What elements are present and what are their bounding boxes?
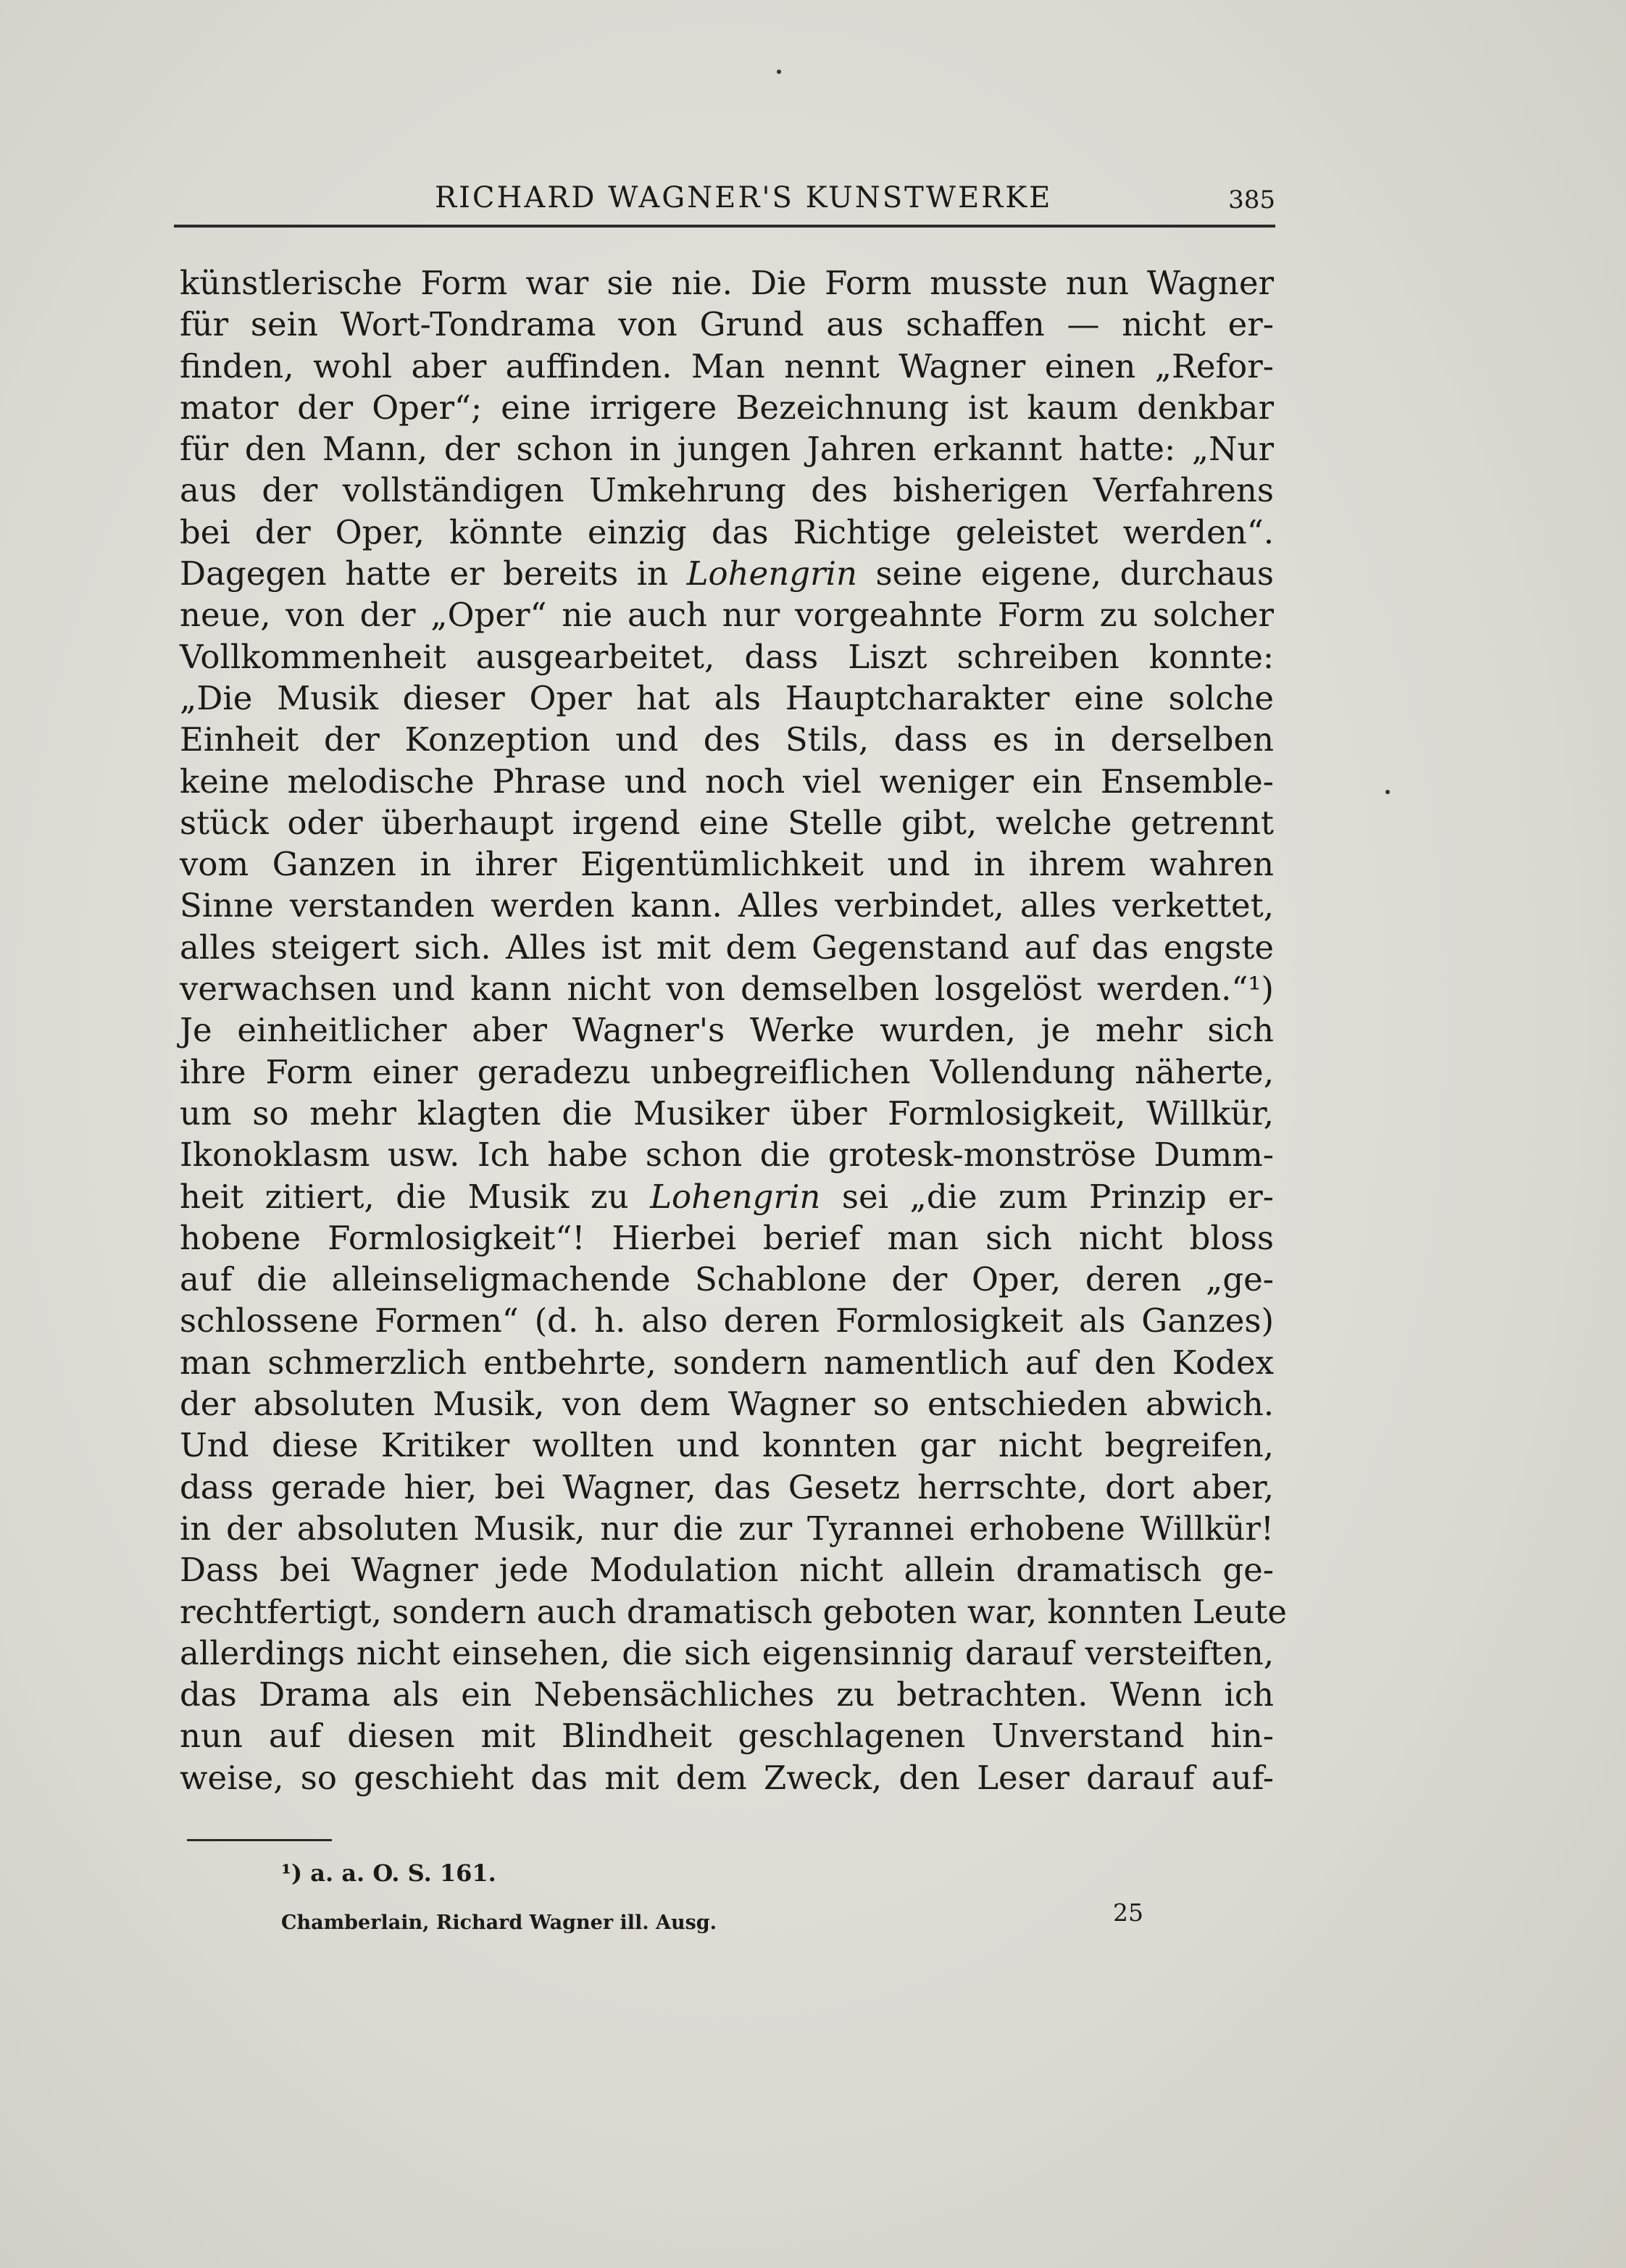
text-line: verwachsen und kann nicht von demselben losgelöst werden.“¹) bbox=[180, 970, 1274, 1009]
text-line: stück oder überhaupt irgend eine Stelle gibt, welche getrennt bbox=[180, 803, 1274, 842]
text-line: Je einheitlicher aber Wagner's Werke wurden, je mehr sich bbox=[180, 1011, 1274, 1050]
text-line: rechtfertigt, sondern auch dramatisch geboten war, konnten Leute bbox=[180, 1592, 1287, 1631]
ink-speck bbox=[777, 70, 781, 74]
page-number: 385 bbox=[1228, 185, 1275, 214]
running-head bbox=[174, 174, 1275, 228]
text-line: dass gerade hier, bei Wagner, das Gesetz herrschte, dort aber, bbox=[180, 1467, 1274, 1506]
text-line: ihre Form einer geradezu unbegreiflichen Vollendung näherte, bbox=[180, 1052, 1274, 1091]
text-line: neue, von der „Oper“ nie auch nur vorgeahnte Form zu solcher bbox=[180, 596, 1274, 635]
text-line: bei der Oper, könnte einzig das Richtige geleistet werden“. bbox=[180, 512, 1274, 551]
text-line: Einheit der Konzeption und des Stils, dass es in derselben bbox=[180, 720, 1274, 759]
text-line: für den Mann, der schon in jungen Jahren erkannt hatte: „Nur bbox=[180, 430, 1274, 469]
text-line: alles steigert sich. Alles ist mit dem Gegenstand auf das engste bbox=[180, 927, 1274, 967]
text-line: finden, wohl aber auffinden. Man nennt Wagner einen „Refor- bbox=[180, 346, 1274, 385]
text-line: Dagegen hatte er bereits in Lohengrin seine eigene, durchaus bbox=[180, 554, 1275, 593]
text-line: Sinne verstanden werden kann. Alles verbindet, alles verkettet, bbox=[180, 886, 1274, 925]
text-line: Vollkommenheit ausgearbeitet, dass Liszt schreiben konnte: bbox=[180, 637, 1274, 676]
running-title: RICHARD WAGNER'S KUNSTWERKE bbox=[435, 181, 1053, 214]
text-line: man schmerzlich entbehrte, sondern namentlich auf den Kodex bbox=[180, 1343, 1274, 1382]
text-line: heit zitiert, die Musik zu Lohengrin sei „die zum Prinzip er- bbox=[180, 1177, 1274, 1216]
footnote-rule bbox=[187, 1839, 332, 1841]
text-line: Und diese Kritiker wollten und konnten gar nicht begreifen, bbox=[180, 1426, 1274, 1465]
printer-imprint: Chamberlain, Richard Wagner ill. Ausg. bbox=[281, 1911, 717, 1934]
text-line: der absoluten Musik, von dem Wagner so entschieden abwich. bbox=[180, 1385, 1274, 1424]
text-line: in der absoluten Musik, nur die zur Tyrannei erhobene Willkür! bbox=[180, 1509, 1274, 1548]
text-line: Ikonoklasm usw. Ich habe schon die grotesk-monströse Dumm- bbox=[180, 1135, 1274, 1175]
signature-number: 25 bbox=[1113, 1898, 1143, 1927]
text-line: um so mehr klagten die Musiker über Formlosigkeit, Willkür, bbox=[180, 1093, 1274, 1133]
text-line: hobene Formlosigkeit“! Hierbei berief man sich nicht bloss bbox=[180, 1218, 1274, 1257]
text-line: nun auf diesen mit Blindheit geschlagenen Unverstand hin- bbox=[180, 1717, 1274, 1756]
footnote: ¹) a. a. O. S. 161. bbox=[281, 1859, 496, 1887]
text-line: weise, so geschieht das mit dem Zweck, den Leser darauf auf- bbox=[180, 1758, 1274, 1797]
text-line: Dass bei Wagner jede Modulation nicht allein dramatisch ge- bbox=[180, 1551, 1274, 1590]
body-text bbox=[180, 262, 1287, 1798]
text-line: auf die alleinseligmachende Schablone der Oper, deren „ge- bbox=[180, 1260, 1274, 1299]
ink-speck bbox=[1385, 790, 1390, 794]
text-line: keine melodische Phrase und noch viel weniger ein Ensemble- bbox=[180, 762, 1274, 801]
text-line: vom Ganzen in ihrer Eigentümlichkeit und in ihrem wahren bbox=[180, 845, 1274, 884]
text-line: das Drama als ein Nebensächliches zu betrachten. Wenn ich bbox=[180, 1675, 1274, 1714]
text-line: aus der vollständigen Umkehrung des bisherigen Verfahrens bbox=[180, 471, 1274, 510]
text-line: allerdings nicht einsehen, die sich eigensinnig darauf versteiften, bbox=[180, 1633, 1274, 1672]
text-line: „Die Musik dieser Oper hat als Hauptcharakter eine solche bbox=[180, 678, 1274, 717]
text-line: für sein Wort-Tondrama von Grund aus schaffen — nicht er- bbox=[180, 305, 1274, 344]
text-line: künstlerische Form war sie nie. Die Form musste nun Wagner bbox=[180, 264, 1274, 302]
text-line: mator der Oper“; eine irrigere Bezeichnung ist kaum denkbar bbox=[180, 388, 1274, 427]
text-line: schlossene Formen“ (d. h. also deren Formlosigkeit als Ganzes) bbox=[180, 1301, 1274, 1341]
